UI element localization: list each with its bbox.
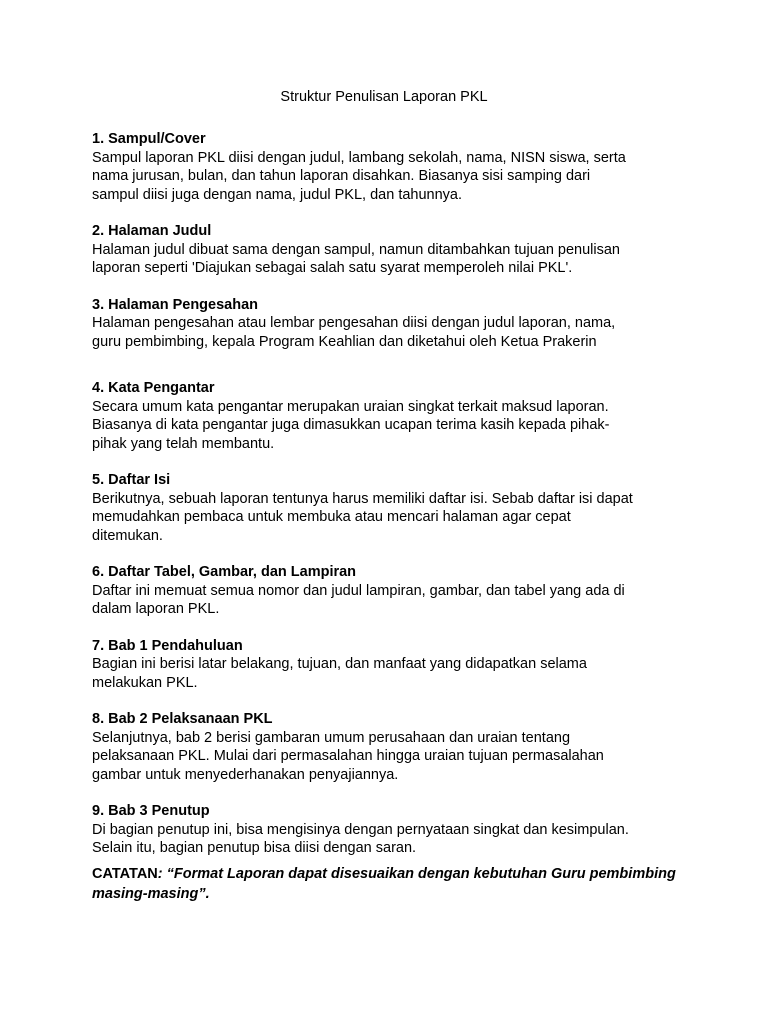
note-label: CATATAN — [92, 865, 158, 882]
section-body: Selanjutnya, bab 2 berisi gambaran umum perusahaan dan uraian tentang pelaksanaan PKL. Mulai dari permasalahan hingga uraian tujuan permasalahan gambar untuk menyederhanakan penyajiannya. — [92, 729, 604, 783]
section-heading: 5. Daftar Isi — [92, 472, 171, 488]
section-body: Di bagian penutup ini, bisa mengisinya dengan pernyataan singkat dan kesimpulan. Selain itu, bagian penutup bisa diisi dengan saran. — [92, 821, 629, 856]
section-bab-1 — [92, 637, 692, 693]
section-bab-3 — [92, 802, 692, 858]
section-heading: 3. Halaman Pengesahan — [92, 296, 259, 313]
section-body: Secara umum kata pengantar merupakan uraian singkat terkait maksud laporan. Biasanya di kata pengantar juga dimasukkan ucapan terima kasih kepada pihak- pihak yang telah membantu. — [92, 398, 610, 452]
section-heading: 8. Bab 2 Pelaksanaan PKL — [92, 711, 273, 727]
section-daftar-tabel — [92, 563, 692, 619]
section-sampul-cover — [92, 130, 692, 204]
section-body: Daftar ini memuat semua nomor dan judul lampiran, gambar, dan tabel yang ada di dalam laporan PKL. — [92, 582, 625, 617]
section-heading: 4. Kata Pengantar — [92, 380, 215, 396]
section-body: Berikutnya, sebuah laporan tentunya harus memiliki daftar isi. Sebab daftar isi dapat memudahkan pembaca untuk membuka atau mencari halaman agar cepat ditemukan. — [92, 490, 633, 544]
section-body: Halaman pengesahan atau lembar pengesahan diisi dengan judul laporan, nama, guru pembimbing, kepala Program Keahlian dan diketahui oleh Ketua Prakerin — [92, 315, 616, 350]
section-heading: 1. Sampul/Cover — [92, 131, 206, 147]
section-body: Halaman judul dibuat sama dengan sampul, namun ditambahkan tujuan penulisan laporan seperti 'Diajukan sebagai salah satu syarat memperoleh nilai PKL'. — [92, 241, 620, 276]
section-heading: 9. Bab 3 Penutup — [92, 803, 210, 819]
section-body: Bagian ini berisi latar belakang, tujuan, dan manfaat yang didapatkan selama melakukan PKL. — [92, 656, 587, 691]
note — [92, 864, 692, 904]
section-heading: 6. Daftar Tabel, Gambar, dan Lampiran — [92, 564, 357, 580]
note-text: : “Format Laporan dapat disesuaikan dengan kebutuhan Guru pembimbing masing-masing”. — [92, 865, 676, 902]
section-list — [92, 130, 692, 904]
section-halaman-pengesahan — [92, 296, 692, 352]
section-heading: 2. Halaman Judul — [92, 223, 212, 239]
section-halaman-judul — [92, 222, 692, 278]
section-daftar-isi — [92, 471, 692, 545]
section-body: Sampul laporan PKL diisi dengan judul, lambang sekolah, nama, NISN siswa, serta nama jurusan, bulan, dan tahun laporan disahkan. Biasanya sisi samping dari sampul diisi juga dengan nama, judul PKL, dan tahunnya. — [92, 149, 626, 203]
section-bab-2 — [92, 710, 692, 784]
section-kata-pengantar — [92, 379, 692, 453]
section-heading: 7. Bab 1 Pendahuluan — [92, 637, 243, 654]
page-title: Struktur Penulisan Laporan PKL — [280, 89, 488, 105]
